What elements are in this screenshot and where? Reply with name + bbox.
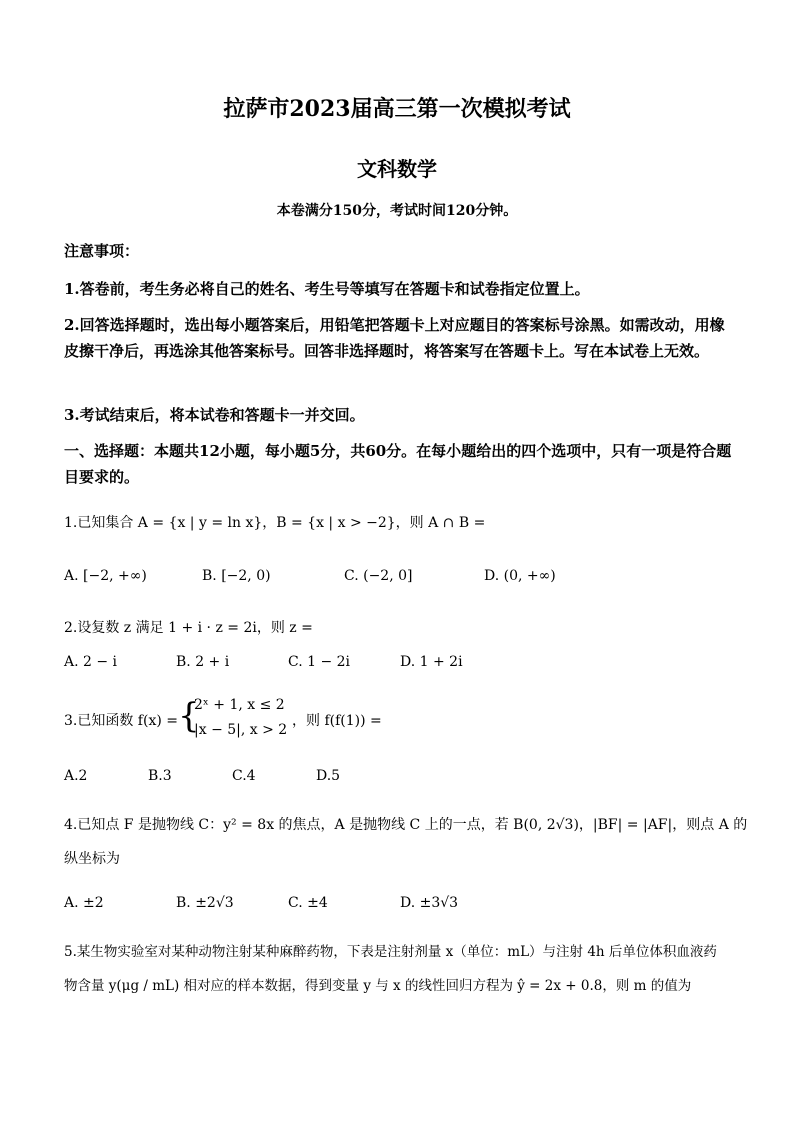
- notice-item-1: 1.答卷前，考生务必将自己的姓名、考生号等填写在答题卡和试卷指定位置上。: [64, 280, 590, 298]
- exam-subject: 文科数学: [357, 157, 437, 181]
- question-3-option-a: A.2: [64, 768, 88, 784]
- notice-heading: 注意事项：: [64, 242, 140, 260]
- question-1-option-a: A. [−2, +∞): [64, 568, 147, 584]
- question-4-option-d: D. ±3√3: [400, 895, 459, 911]
- piecewise-brace: {: [178, 696, 200, 736]
- question-3-option-c: C.4: [232, 768, 256, 784]
- question-2-option-a: A. 2 − i: [64, 654, 118, 670]
- question-2-option-c: C. 1 − 2i: [288, 654, 351, 670]
- question-3-case-2: |x − 5|, x > 2: [194, 722, 288, 738]
- notice-item-2: 2.回答选择题时，选出每小题答案后，用铅笔把答题卡上对应题目的答案标号涂黑。如需改动，用橡皮擦干净后，再选涂其他答案标号。回答非选择题时，将答案写在答题卡上。写在本试卷上无效。: [64, 316, 725, 360]
- question-1-option-b: B. [−2, 0): [202, 568, 271, 584]
- question-5-stem-line-1: 5.某生物实验室对某种动物注射某种麻醉药物，下表是注射剂量 x（单位：mL）与注射 4h 后单位体积血液药: [64, 944, 717, 960]
- question-5-stem-line-2: 物含量 y(μg / mL) 相对应的样本数据，得到变量 y 与 x 的线性回归方程为 ŷ = 2x + 0.8，则 m 的值为: [64, 978, 692, 994]
- notice-item-3: 3.考试结束后，将本试卷和答题卡一并交回。: [64, 406, 365, 424]
- exam-title: 拉萨市2023届高三第一次模拟考试: [223, 96, 571, 122]
- question-4-stem-line-1: 4.已知点 F 是抛物线 C：y² = 8x 的焦点，A 是抛物线 C 上的一点，若 B(0, 2√3)，|BF| = |AF|，则点 A 的: [64, 817, 748, 833]
- question-4-stem-line-2: 纵坐标为: [64, 851, 120, 867]
- question-4-option-a: A. ±2: [64, 895, 104, 911]
- question-2-option-d: D. 1 + 2i: [400, 654, 463, 670]
- question-4-option-c: C. ±4: [288, 895, 328, 911]
- question-3-option-d: D.5: [316, 768, 341, 784]
- question-4-option-b: B. ±2√3: [176, 895, 234, 911]
- question-1-option-d: D. (0, +∞): [484, 568, 556, 584]
- question-3-option-b: B.3: [148, 768, 172, 784]
- question-1-option-c: C. (−2, 0]: [344, 568, 413, 584]
- question-3-stem-prefix: 3.已知函数 f(x) =: [64, 713, 178, 729]
- question-2-option-b: B. 2 + i: [176, 654, 230, 670]
- question-3-case-1: 2ˣ + 1, x ≤ 2: [194, 697, 285, 713]
- section-heading: 一、选择题：本题共12小题，每小题5分，共60分。在每小题给出的四个选项中，只有一项是符合题目要求的。: [64, 442, 732, 486]
- question-1-stem: 1.已知集合 A = {x | y = ln x}，B = {x | x > −2}，则 A ∩ B =: [64, 515, 486, 531]
- question-2-stem: 2.设复数 z 满足 1 + i · z = 2i，则 z =: [64, 620, 313, 636]
- exam-meta: 本卷满分150分，考试时间120分钟。: [276, 203, 518, 219]
- question-3-stem-suffix: ，则 f(f(1)) =: [292, 713, 382, 729]
